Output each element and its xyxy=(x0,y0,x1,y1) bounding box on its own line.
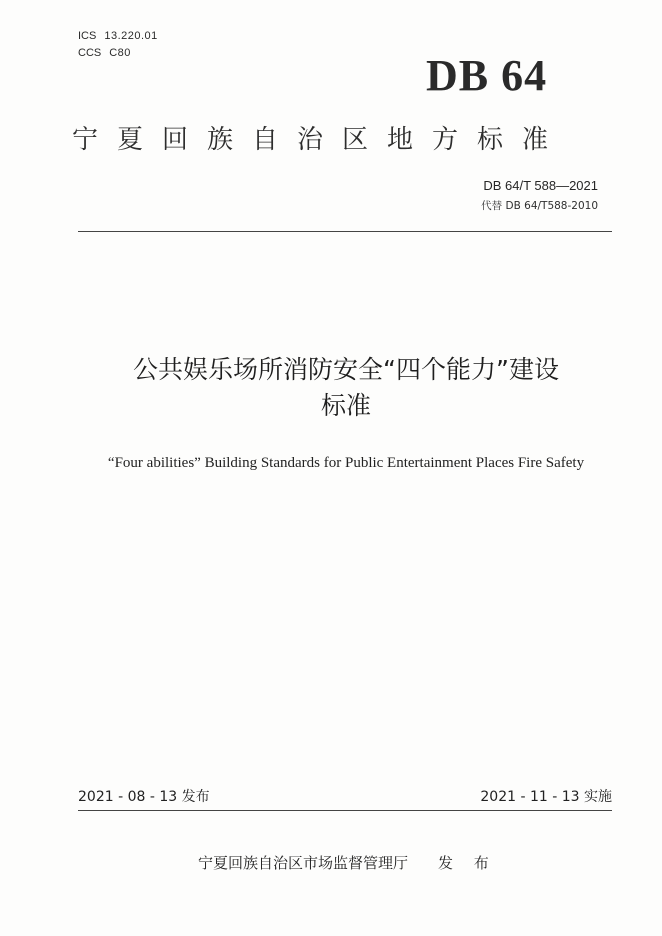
header-divider xyxy=(78,231,612,232)
issuer-name: 宁夏回族自治区市场监督管理厅 xyxy=(198,854,409,872)
issuer-line xyxy=(198,852,497,874)
standard-number: DB 64/T 588—2021 xyxy=(483,178,598,193)
db64-logo: DB 64 xyxy=(426,51,548,100)
ics-code: 13.220.01 xyxy=(104,30,158,42)
ccs-label: CCS xyxy=(78,47,102,59)
ccs-code: C80 xyxy=(109,47,131,59)
footer-divider xyxy=(78,810,612,811)
ccs-line xyxy=(78,45,158,62)
document-title-cn xyxy=(60,352,632,424)
ics-line xyxy=(78,28,158,45)
title-cn-line-2: 标准 xyxy=(320,391,371,420)
issue-date: 2021 - 08 - 13 发布 xyxy=(78,789,210,805)
document-title-en: “Four abilities” Building Standards for Public Entertainment Places Fire Safety xyxy=(107,455,585,471)
title-cn-line-1: 公共娱乐场所消防安全“四个能力”建设 xyxy=(133,355,559,384)
implementation-date: 2021 - 11 - 13 实施 xyxy=(480,789,612,805)
classification-codes xyxy=(78,28,158,62)
authority-heading: 宁夏回族自治区地方标准 xyxy=(72,125,568,155)
issuer-action: 发 布 xyxy=(438,854,497,872)
ics-label: ICS xyxy=(78,30,97,42)
replaces-standard: 代替 DB 64/T588-2010 xyxy=(481,200,598,212)
